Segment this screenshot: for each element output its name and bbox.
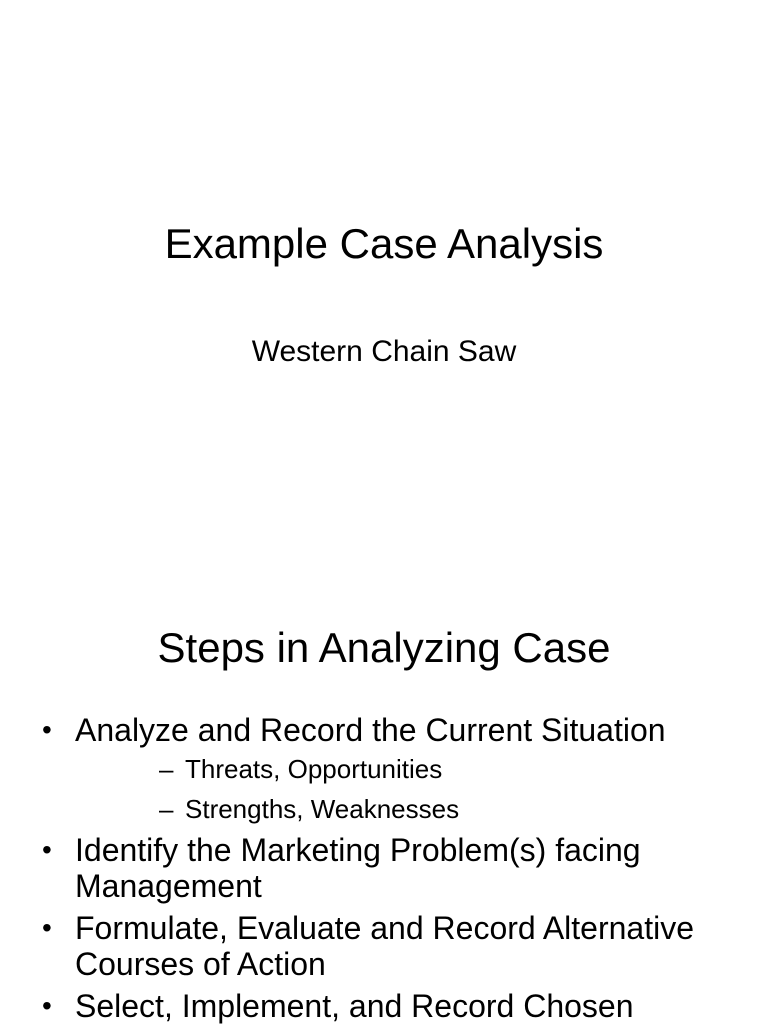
bullet-icon: •	[42, 990, 52, 1021]
sub-bullet-item	[75, 752, 748, 786]
bullet-text: Identify the Marketing Problem(s) facing Management	[75, 832, 641, 904]
bullet-text: Select, Implement, and Record Chosen	[75, 988, 634, 1024]
bullet-item	[0, 712, 768, 826]
bullet-item	[0, 910, 768, 982]
sub-bullet-list	[75, 752, 748, 826]
slide-1-subtitle: Western Chain Saw	[251, 335, 517, 368]
bullet-list	[0, 712, 768, 1024]
bullet-icon: •	[42, 714, 52, 745]
sub-bullet-text: Strengths, Weaknesses	[185, 794, 460, 824]
bullet-text: Formulate, Evaluate and Record Alternative Courses of Action	[75, 910, 694, 982]
bullet-item	[0, 832, 768, 904]
bullet-icon: •	[42, 834, 52, 865]
sub-bullet-item	[75, 792, 748, 826]
slide-2	[0, 576, 768, 1024]
bullet-item	[0, 988, 768, 1024]
bullet-icon: •	[42, 912, 52, 943]
bullet-text: Analyze and Record the Current Situation	[75, 712, 666, 748]
sub-bullet-text: Threats, Opportunities	[185, 754, 443, 784]
dash-icon: –	[159, 754, 174, 784]
slide-2-title: Steps in Analyzing Case	[157, 624, 611, 671]
dash-icon: –	[159, 794, 174, 824]
slide-1-title: Example Case Analysis	[164, 220, 604, 267]
